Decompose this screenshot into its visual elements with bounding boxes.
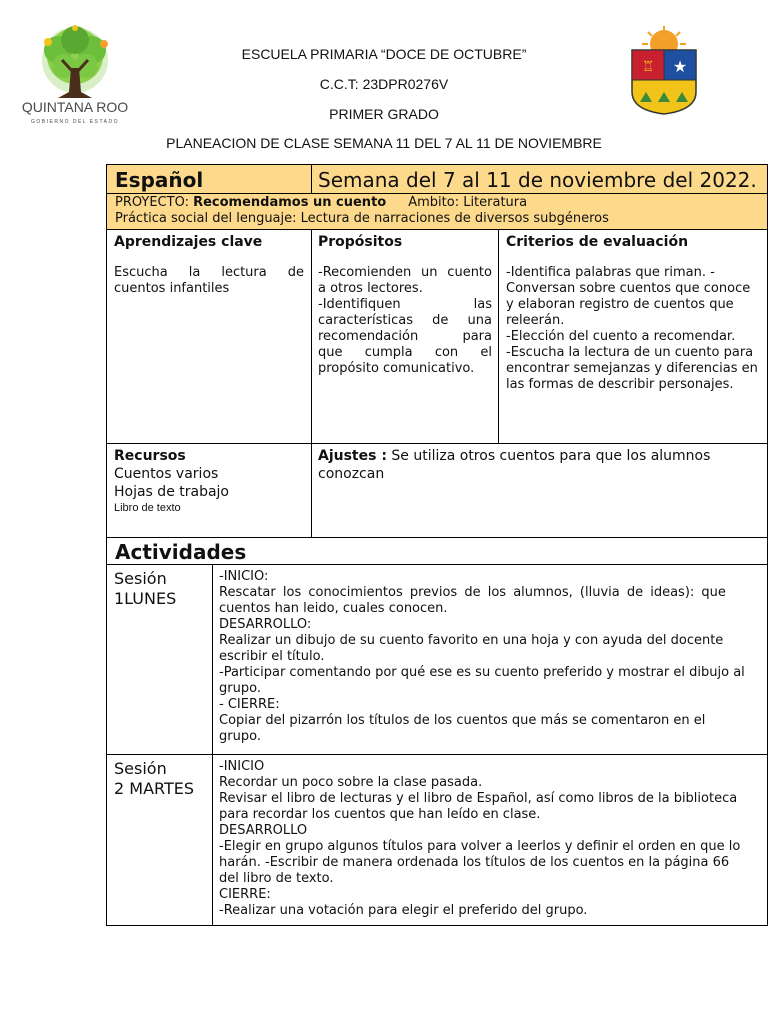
- recursos-cell: [106, 443, 312, 538]
- session-2-line-3: Revisar el libro de lecturas y el libro de Español, así como libros de la biblioteca: [219, 791, 738, 806]
- session-1-line-10: Copiar del pizarrón los títulos de los cuentos que más se comentaron en el: [219, 713, 706, 728]
- project-label: PROYECTO:: [115, 195, 194, 210]
- propositos-line-1: -Recomienden un cuento: [318, 265, 492, 280]
- criterios-line-2: Conversan sobre cuentos que conoce: [506, 281, 751, 296]
- social-practice: Práctica social del lenguaje: Lectura de narraciones de diversos subgéneros: [115, 211, 609, 226]
- logo-name: QUINTANA ROO: [21, 99, 129, 115]
- session-2-line-5: DESARROLLO: [219, 823, 308, 838]
- planning-title: PLANEACION DE CLASE SEMANA 11 DEL 7 AL 11 DE NOVIEMBRE: [166, 135, 602, 151]
- state-coat-of-arms-icon: [622, 26, 706, 116]
- ajustes-label: Ajustes :: [318, 448, 387, 464]
- propositos-cell: [311, 229, 499, 444]
- criterios-title: Criterios de evaluación: [506, 234, 689, 250]
- session-1-line-11: grupo.: [219, 729, 261, 744]
- session-1-line-2: Rescatar los conocimientos previos de los alumnos, (lluvia de ideas): que: [219, 585, 726, 600]
- actividades-title: Actividades: [115, 540, 247, 564]
- propositos-line-3: -Identifiquen las: [318, 297, 492, 312]
- week-title: Semana del 7 al 11 de noviembre del 2022.: [318, 168, 757, 192]
- school-name: ESCUELA PRIMARIA “DOCE DE OCTUBRE”: [241, 46, 527, 62]
- criterios-line-1: -Identifica palabras que riman. -: [506, 265, 715, 280]
- session-2-line-1: -INICIO: [219, 759, 265, 774]
- recursos-item-2: Hojas de trabajo: [114, 484, 230, 500]
- session-1-label-2: 1LUNES: [114, 589, 177, 608]
- session-1-line-8: grupo.: [219, 681, 261, 696]
- ajustes-text: Se utiliza otros cuentos para que los alumnos: [386, 448, 711, 464]
- session-2-line-2: Recordar un poco sobre la clase pasada.: [219, 775, 483, 790]
- criterios-line-4: releerán.: [506, 313, 565, 328]
- criterios-line-8: las formas de describir personajes.: [506, 377, 734, 392]
- propositos-line-7: propósito comunicativo.: [318, 361, 475, 376]
- aprendizajes-cell: [106, 229, 312, 444]
- session-1-label-1: Sesión: [114, 569, 167, 588]
- project-ambit: Ámbito: Literatura: [408, 195, 528, 210]
- session-1-line-5: Realizar un dibujo de su cuento favorito en una hoja y con ayuda del docente: [219, 633, 724, 648]
- project-row: [106, 193, 768, 230]
- coat-of-arms: [622, 26, 706, 116]
- session-1-line-3: cuentos han leido, cuales conocen.: [219, 601, 448, 616]
- session-2-label-2: 2 MARTES: [114, 779, 195, 798]
- criterios-line-5: -Elección del cuento a recomendar.: [506, 329, 736, 344]
- recursos-title: Recursos: [114, 448, 186, 464]
- criterios-line-3: y elaboran registro de cuentos que: [506, 297, 734, 312]
- aprendizajes-title: Aprendizajes clave: [114, 234, 263, 250]
- session-1-label-cell: [106, 564, 213, 755]
- session-2-line-6: -Elegir en grupo algunos títulos para volver a leerlos y definir el orden en que lo: [219, 839, 741, 854]
- session-2-line-9: CIERRE:: [219, 887, 271, 902]
- session-2-label-cell: [106, 754, 213, 926]
- propositos-line-4: características de una: [318, 313, 492, 328]
- aprendizajes-line-2: cuentos infantiles: [114, 281, 230, 296]
- school-cct: C.C.T: 23DPR0276V: [319, 76, 449, 92]
- session-2-label-1: Sesión: [114, 759, 167, 778]
- grade: PRIMER GRADO: [329, 106, 439, 122]
- session-1-line-1: -INICIO:: [219, 569, 269, 584]
- session-1-line-7: -Participar comentando por qué ese es su cuento preferido y mostrar el dibujo al: [219, 665, 745, 680]
- logo-subtitle: GOBIERNO DEL ESTADO: [31, 119, 119, 125]
- propositos-line-5: recomendación para: [318, 329, 492, 344]
- session-1-line-6: escribir el título.: [219, 649, 325, 664]
- svg-text:♖: ♖: [641, 59, 655, 75]
- session-2-line-4: para recordar los cuentos que han leído en clase.: [219, 807, 541, 822]
- actividades-header: [106, 537, 768, 565]
- recursos-item-3: Libro de texto: [114, 502, 181, 514]
- ajustes-text-2: conozcan: [318, 466, 385, 482]
- criterios-cell: [498, 229, 768, 444]
- session-1-content: [212, 564, 768, 755]
- propositos-line-2: a otros lectores.: [318, 281, 423, 296]
- subject-cell: [106, 164, 312, 194]
- ajustes-cell: [311, 443, 768, 538]
- recursos-item-1: Cuentos varios: [114, 466, 219, 482]
- session-2-content: [212, 754, 768, 926]
- session-2-line-7: harán. -Escribir de manera ordenada los títulos de los cuentos en la página 66: [219, 855, 730, 870]
- propositos-title: Propósitos: [318, 234, 403, 250]
- session-1-line-9: - CIERRE:: [219, 697, 280, 712]
- session-2-line-8: del libro de texto.: [219, 871, 334, 886]
- aprendizajes-line-1: Escucha la lectura de: [114, 265, 304, 280]
- week-cell: [311, 164, 768, 194]
- svg-text:★: ★: [672, 57, 688, 76]
- criterios-line-7: encontrar semejanzas y diferencias en: [506, 361, 758, 376]
- session-2-line-10: -Realizar una votación para elegir el preferido del grupo.: [219, 903, 588, 918]
- session-1-line-4: DESARROLLO:: [219, 617, 312, 632]
- propositos-line-6: que cumpla con el: [318, 345, 492, 360]
- subject-name: Español: [115, 168, 204, 192]
- criterios-line-6: -Escucha la lectura de un cuento para: [506, 345, 754, 360]
- project-name: Recomendamos un cuento: [193, 195, 387, 210]
